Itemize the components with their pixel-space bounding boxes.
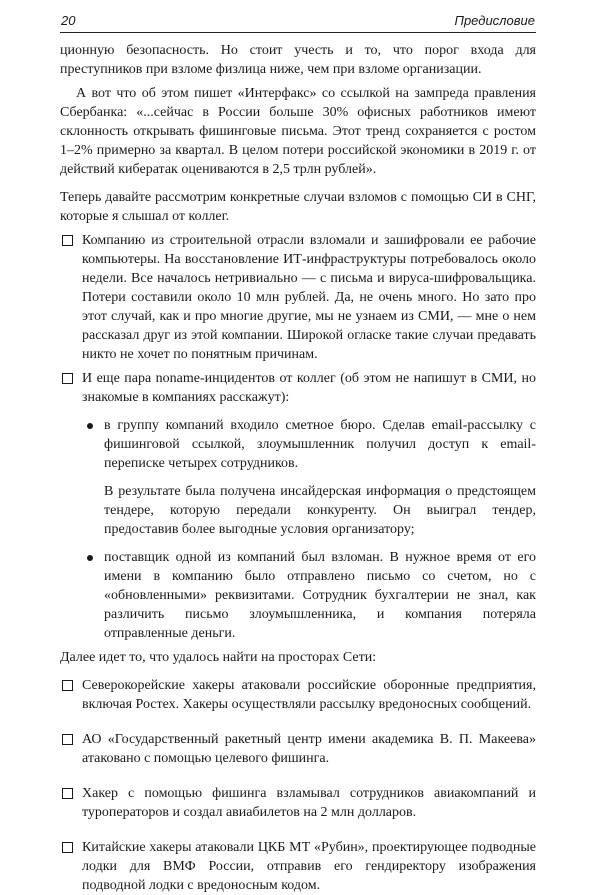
list-item-text: И еще пара noname-инцидентов от коллег (об этом не напишут в СМИ, но знакомые в компаниях расскажут): <box>82 371 536 405</box>
checkbox-bullet-icon <box>62 788 73 799</box>
list-item-text: Хакер с помощью фишинга взламывал сотрудников авиакомпаний и туроператоров и создал авиабилетов на 2 млн долларов. <box>82 786 536 820</box>
sub-list-item-text: поставщик одной из компаний был взломан. В нужное время от его имени в компанию было отправлено письмо со счетом, но с «обновленными» реквизитами. Сотрудник бухгалтерии не знал, как различить письмо злоумышленника, и компания потеряла отправленные деньги. <box>104 550 536 641</box>
page-header <box>60 10 536 33</box>
list-item-text: Северокорейские хакеры атаковали российские оборонные предприятия, включая Ростех. Хакеры осуществляли рассылку вредоносных сообщений. <box>82 678 536 712</box>
checkbox-bullet-icon <box>62 373 73 384</box>
sub-list-item-text: В результате была получена инсайдерская информация о предстоящем тендере, которую передали конкуренту. Он выиграл тендер, предоставив более выгодные условия организатору; <box>104 484 536 537</box>
checkbox-bullet-icon <box>62 842 73 853</box>
list-item-text: Китайские хакеры атаковали ЦКБ МТ «Рубин», проектирующее подводные лодки для ВМФ России, отправив его гендиректору изображения подводной лодки с вредоносным кодом. <box>82 840 536 893</box>
page-number: 20 <box>61 13 76 28</box>
bullet-icon <box>87 555 93 561</box>
sub-list-item <box>60 416 536 473</box>
paragraph: ционную безопасность. Но стоит учесть и то, что порог входа для преступников при взломе физлица ниже, чем при взломе организации. <box>60 43 536 77</box>
paragraph: Теперь давайте рассмотрим конкретные случаи взломов с помощью СИ в СНГ, которые я слышал от коллег. <box>60 190 536 224</box>
checkbox-bullet-icon <box>62 235 73 246</box>
list-item <box>60 676 536 714</box>
page-body <box>60 41 536 895</box>
list-item <box>60 231 536 364</box>
checkbox-bullet-icon <box>62 734 73 745</box>
paragraph: А вот что об этом пишет «Интерфакс» со ссылкой на зампреда правления Сбербанка: «...сейчас в России больше 30% офисных работников имеют склонность открывать фишинговые письма. Этот тренд сохраняется с ростом 1–2% примерно за квартал. В целом потери российской экономики в 2019 г. от действий кибератак оцениваются в 2,5 трлн рублей». <box>60 86 536 177</box>
list-item <box>60 784 536 822</box>
sub-list-item-text: в группу компаний входило сметное бюро. Сделав email-рассылку с фишинговой ссылкой, злоумышленник получил доступ к email-переписке четырех сотрудников. <box>104 418 536 471</box>
list-item <box>60 369 536 407</box>
list-item <box>60 838 536 895</box>
paragraph: Далее идет то, что удалось найти на просторах Сети: <box>60 650 377 665</box>
list-item <box>60 730 536 768</box>
running-section-title: Предисловие <box>454 13 535 28</box>
list-item-text: АО «Государственный ракетный центр имени академика В. П. Макеева» атаковано с помощью целевого фишинга. <box>82 732 536 766</box>
checkbox-bullet-icon <box>62 680 73 691</box>
sub-list-item-continuation <box>60 482 536 539</box>
sub-list-item <box>60 548 536 643</box>
bullet-icon <box>87 423 93 429</box>
list-item-text: Компанию из строительной отрасли взломали и зашифровали ее рабочие компьютеры. На восстановление ИТ-инфраструктуры потребовалось около недели. Все началось нетривиально — с письма и вируса-шифровальщика. Потери составили около 10 млн рублей. Да, не очень много. Но зато про этот случай, как и про многие другие, мы не узнаем из СМИ, — мне о нем рассказал друг из этой компании. Широкой огласке такие случаи предавать никто не хочет по понятным причинам. <box>82 233 536 362</box>
